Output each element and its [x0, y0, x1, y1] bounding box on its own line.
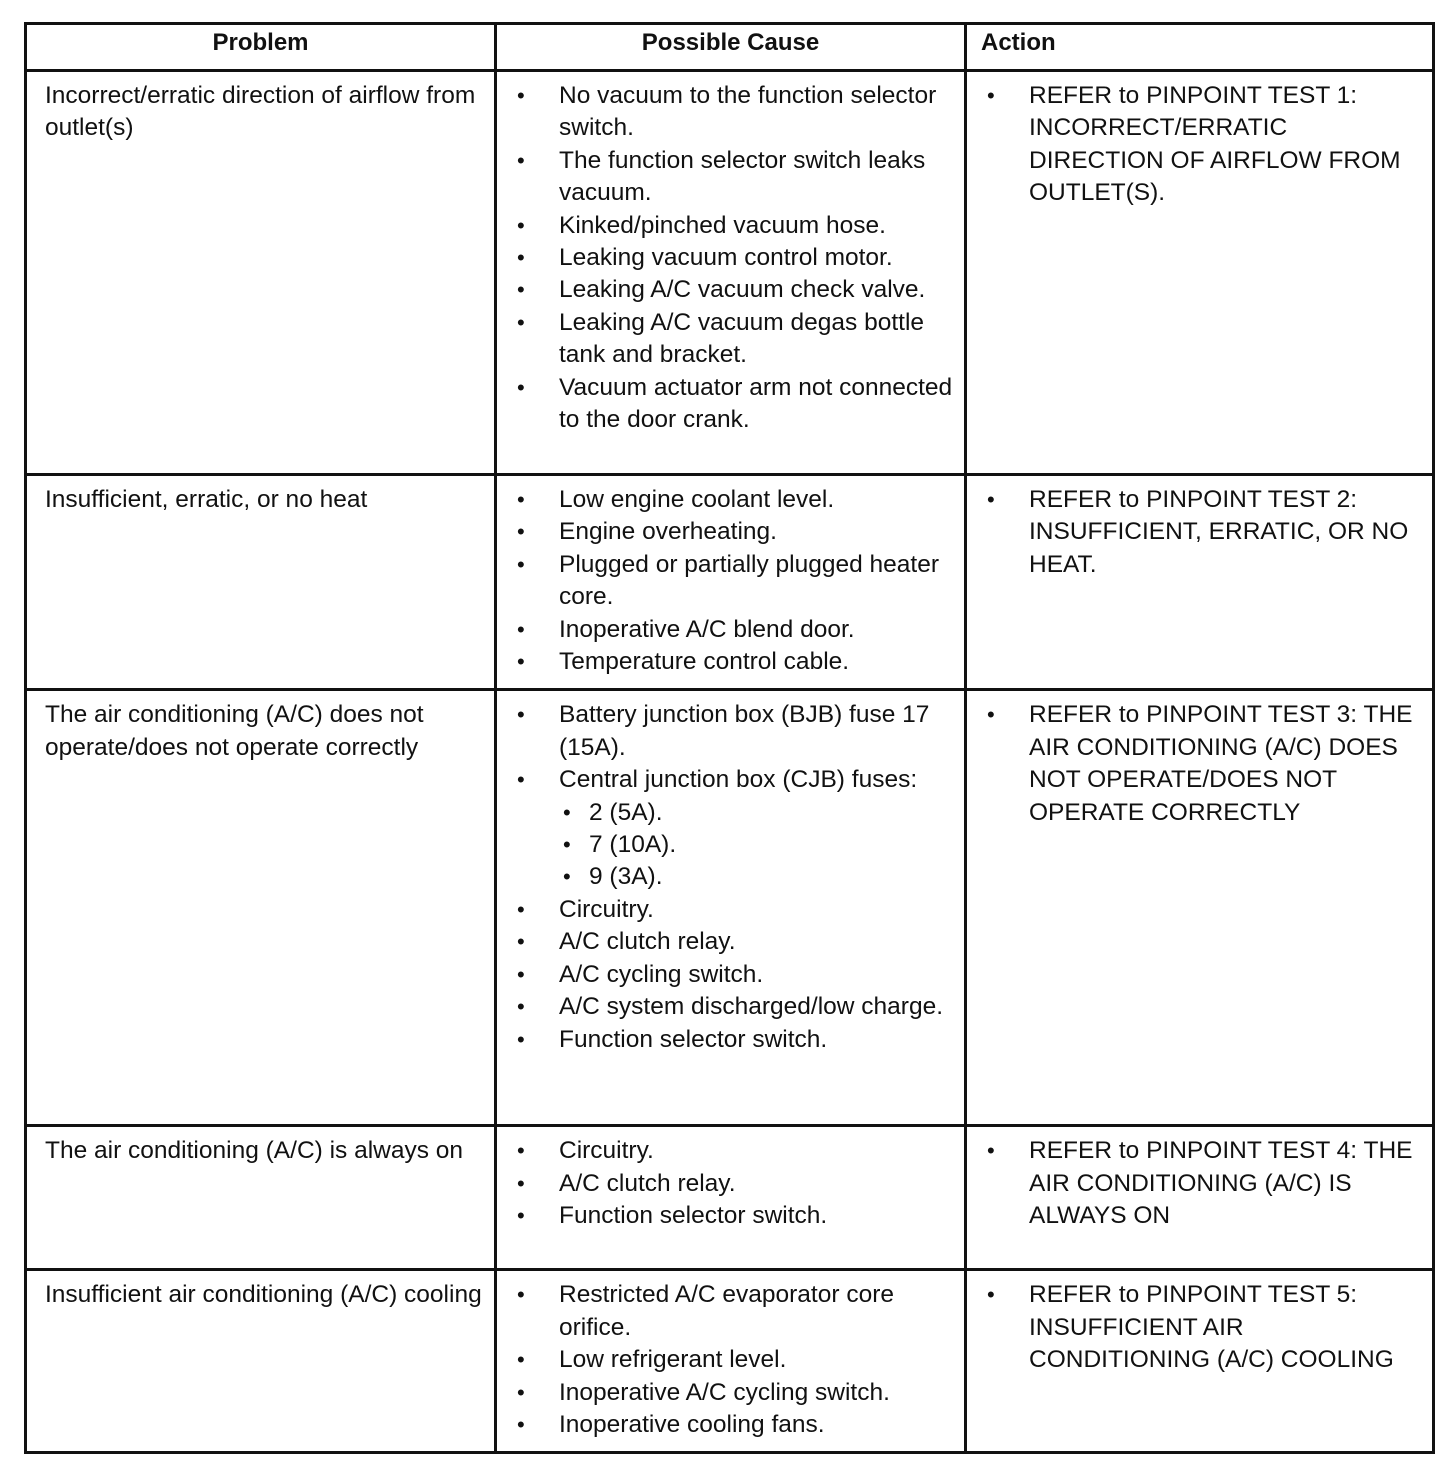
cause-item: • Temperature control cable. [511, 646, 954, 678]
cause-cell [496, 1270, 966, 1453]
cause-item: • Kinked/pinched vacuum hose. [511, 210, 954, 242]
action-list [981, 699, 1422, 829]
problem-cell: The air conditioning (A/C) is always on [26, 1126, 496, 1270]
action-item: • REFER to PINPOINT TEST 2: INSUFFICIENT, ERRATIC, OR NO HEAT. [981, 484, 1422, 581]
cause-item: • Vacuum actuator arm not connected to the door crank. [511, 372, 954, 437]
header-problem: Problem [26, 24, 496, 71]
cause-item: • Circuitry. [511, 894, 954, 926]
action-cell [966, 1270, 1434, 1453]
action-cell [966, 475, 1434, 690]
problem-cell: Insufficient air conditioning (A/C) cooling [26, 1270, 496, 1453]
fuse-item: • 9 (3A). [559, 861, 954, 893]
action-list [981, 80, 1422, 210]
fuse-item: • 7 (10A). [559, 829, 954, 861]
header-row [26, 24, 1434, 71]
cause-item: • Inoperative A/C blend door. [511, 614, 954, 646]
problem-cell: Incorrect/erratic direction of airflow from outlet(s) [26, 71, 496, 475]
cause-cell [496, 690, 966, 1126]
cause-item: • Inoperative A/C cycling switch. [511, 1377, 954, 1409]
problem-cell: The air conditioning (A/C) does not operate/does not operate correctly [26, 690, 496, 1126]
action-item: • REFER to PINPOINT TEST 5: INSUFFICIENT AIR CONDITIONING (A/C) COOLING [981, 1279, 1422, 1376]
action-item: • REFER to PINPOINT TEST 4: THE AIR CONDITIONING (A/C) IS ALWAYS ON [981, 1135, 1422, 1232]
table-row [26, 475, 1434, 690]
cause-item: • Engine overheating. [511, 516, 954, 548]
fuse-sublist [559, 797, 954, 894]
action-cell [966, 71, 1434, 475]
cause-item: • Function selector switch. [511, 1200, 954, 1232]
action-item: • REFER to PINPOINT TEST 1: INCORRECT/ERRATIC DIRECTION OF AIRFLOW FROM OUTLET(S). [981, 80, 1422, 210]
cause-list [511, 80, 954, 436]
action-list [981, 1279, 1422, 1376]
diagnostic-table-sheet [24, 22, 1432, 1454]
cause-item-fuses [511, 764, 954, 894]
action-cell [966, 1126, 1434, 1270]
cause-cell [496, 71, 966, 475]
header-action: Action [966, 24, 1434, 71]
cause-item: • Leaking A/C vacuum check valve. [511, 274, 954, 306]
cause-item: • Leaking A/C vacuum degas bottle tank and bracket. [511, 307, 954, 372]
cause-item: • Plugged or partially plugged heater core. [511, 549, 954, 614]
cause-item: • A/C system discharged/low charge. [511, 991, 954, 1023]
table-row [26, 1270, 1434, 1453]
cause-item: • The function selector switch leaks vacuum. [511, 145, 954, 210]
cause-item: • No vacuum to the function selector switch. [511, 80, 954, 145]
cause-item: • Battery junction box (BJB) fuse 17 (15A). [511, 699, 954, 764]
action-list [981, 1135, 1422, 1232]
cause-list [511, 699, 954, 1055]
cause-item: • A/C cycling switch. [511, 959, 954, 991]
table-row [26, 71, 1434, 475]
fuse-item: • 2 (5A). [559, 797, 954, 829]
action-cell [966, 690, 1434, 1126]
cause-cell [496, 1126, 966, 1270]
cause-item: • A/C clutch relay. [511, 1168, 954, 1200]
cause-item: • Restricted A/C evaporator core orifice. [511, 1279, 954, 1344]
cause-list [511, 1279, 954, 1441]
fuse-intro: Central junction box (CJB) fuses: [559, 766, 918, 794]
cause-item: • Function selector switch. [511, 1024, 954, 1056]
problem-cell: Insufficient, erratic, or no heat [26, 475, 496, 690]
symptom-chart-table [24, 22, 1435, 1454]
header-possible-cause: Possible Cause [496, 24, 966, 71]
action-item: • REFER to PINPOINT TEST 3: THE AIR CONDITIONING (A/C) DOES NOT OPERATE/DOES NOT OPERATE CORRECTLY [981, 699, 1422, 829]
cause-item: • Low refrigerant level. [511, 1344, 954, 1376]
cause-list [511, 484, 954, 678]
cause-item: • A/C clutch relay. [511, 926, 954, 958]
table-row [26, 1126, 1434, 1270]
cause-cell [496, 475, 966, 690]
cause-item: • Leaking vacuum control motor. [511, 242, 954, 274]
table-row [26, 690, 1434, 1126]
action-list [981, 484, 1422, 581]
cause-list [511, 1135, 954, 1232]
cause-item: • Inoperative cooling fans. [511, 1409, 954, 1441]
cause-item: • Circuitry. [511, 1135, 954, 1167]
cause-item: • Low engine coolant level. [511, 484, 954, 516]
